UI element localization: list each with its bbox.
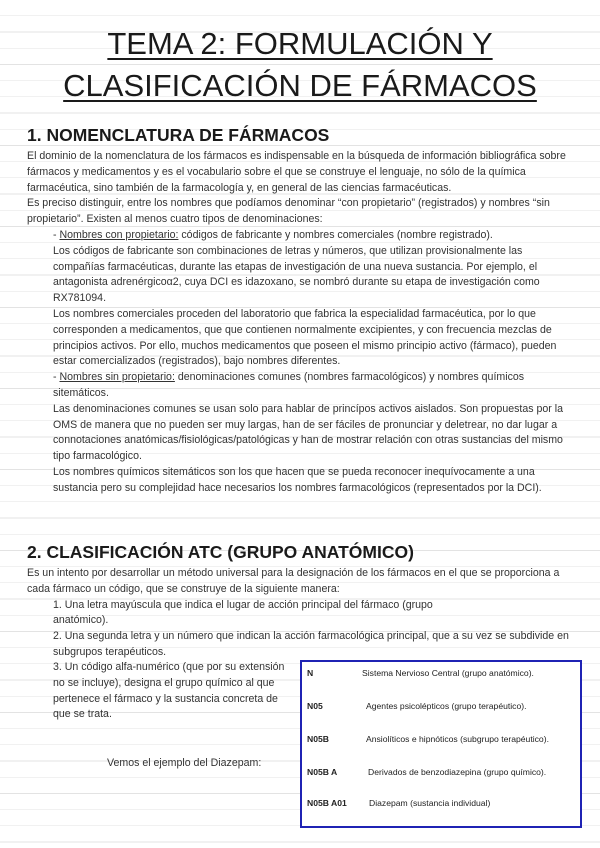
example-label: Vemos el ejemplo del Diazepam: xyxy=(107,757,262,769)
atc-description: Derivados de benzodiazepina (grupo químico). xyxy=(368,767,547,777)
list-item: - Nombres con propietario: códigos de fabricante y nombres comerciales (nombre registrado). xyxy=(53,228,493,241)
atc-code: N05B xyxy=(307,734,329,744)
paragraph: Los nombres comerciales proceden del laboratorio que fabrica la especialidad farmacéutica, por lo que corresponden a medicamentos, que que contienen normalmente excipientes, y con frecuencia mezclas de principios activos. Por ello, muchos medicamentos que poseen el mismo principio activo (fármaco), pueden estar comercializados (registrados), bajo nombres diferentes. xyxy=(53,307,557,368)
section-body-atc-intro xyxy=(27,566,577,661)
atc-code: N05B A01 xyxy=(307,798,347,808)
term-label: Nombres sin propietario: xyxy=(59,371,175,384)
atc-code: N xyxy=(307,668,314,678)
paragraph: Es preciso distinguir, entre los nombres que podíamos denominar “con propietario” (registrados) y nombres “sin propietario”. Existen al menos cuatro tipos de denominaciones: xyxy=(27,197,550,226)
section-heading-nomenclatura: 1. NOMENCLATURA DE FÁRMACOS xyxy=(27,125,330,145)
paragraph: Los códigos de fabricante son combinaciones de letras y números, que utilizan provisionalmente las compañías farmacéuticas, durante las etapas de investigación de una nueva sustancia. Por ejemplo, el antagonista adrenérgicoα2, cuya DCI es idazoxano, se nombró durante su etapa de investigación como RX781094. xyxy=(53,244,540,305)
list-item: 1. Una letra mayúscula que indica el lugar de acción principal del fármaco (grupo anatómico). xyxy=(53,598,433,627)
term-label: Nombres con propietario: xyxy=(59,228,179,241)
paragraph: Los nombres químicos sitemáticos son los que hacen que se pueda reconocer inequívocamente a una sustancia pero su complejidad hace necesarios los nombres farmacológicos (representados por la DCI). xyxy=(53,465,542,494)
section-body-nomenclatura xyxy=(27,149,577,497)
atc-code: N05 xyxy=(307,701,323,711)
atc-description: Ansiolíticos e hipnóticos (subgrupo terapéutico). xyxy=(366,734,549,744)
paragraph: Las denominaciones comunes se usan solo para hablar de princípos activos aislados. Son propuestas por la OMS de manera que no pueden ser muy largas, han de ser fáciles de pronunciar y deletrear, no dar lugar a connotaciones anatómicas/fisiológicas/patológicas y han de mostrar relación con otras sustancias del mismo tipo farmacológico. xyxy=(53,402,563,463)
atc-code: N05B A xyxy=(307,767,338,777)
page-title-line-1: TEMA 2: FORMULACIÓN Y xyxy=(107,26,493,61)
section-heading-clasificacion-atc: 2. CLASIFICACIÓN ATC (GRUPO ANATÓMICO) xyxy=(27,542,414,562)
atc-example-table xyxy=(300,660,582,828)
page-title-line-2: CLASIFICACIÓN DE FÁRMACOS xyxy=(63,68,537,103)
atc-description: Sistema Nervioso Central (grupo anatómico). xyxy=(362,668,534,678)
list-item: 2. Una segunda letra y un número que indican la acción farmacológica principal, que a su vez se subdivide en subgrupos terapéuticos. xyxy=(53,630,569,658)
atc-point-3 xyxy=(53,660,293,723)
atc-description: Agentes psicolépticos (grupo terapéutico). xyxy=(366,701,527,711)
list-item: 3. Un código alfa-numérico (que por su extensión no se incluye), designa el grupo químico al que pertenece el fármaco y la sustancia concreta de que se trata. xyxy=(53,661,285,721)
list-item: - Nombres sin propietario: denominaciones comunes (nombres farmacológicos) y nombres químicos sitemáticos. xyxy=(53,371,525,399)
paragraph: Es un intento por desarrollar un método universal para la designación de los fármacos en el que se proporciona a cada fármaco un código, que se construye de la siguiente manera: xyxy=(27,567,560,595)
paragraph: El dominio de la nomenclatura de los fármacos es indispensable en la búsqueda de información bibliográfica sobre fármacos y medicamentos y es el vocabulario sobre el que se construye el lenguaje, no sólo de la química farmacéutica, sino también de la farmacología y, en general de las ciencias farmacéuticas. xyxy=(27,150,566,194)
atc-description: Diazepam (sustancia individual) xyxy=(369,798,491,808)
